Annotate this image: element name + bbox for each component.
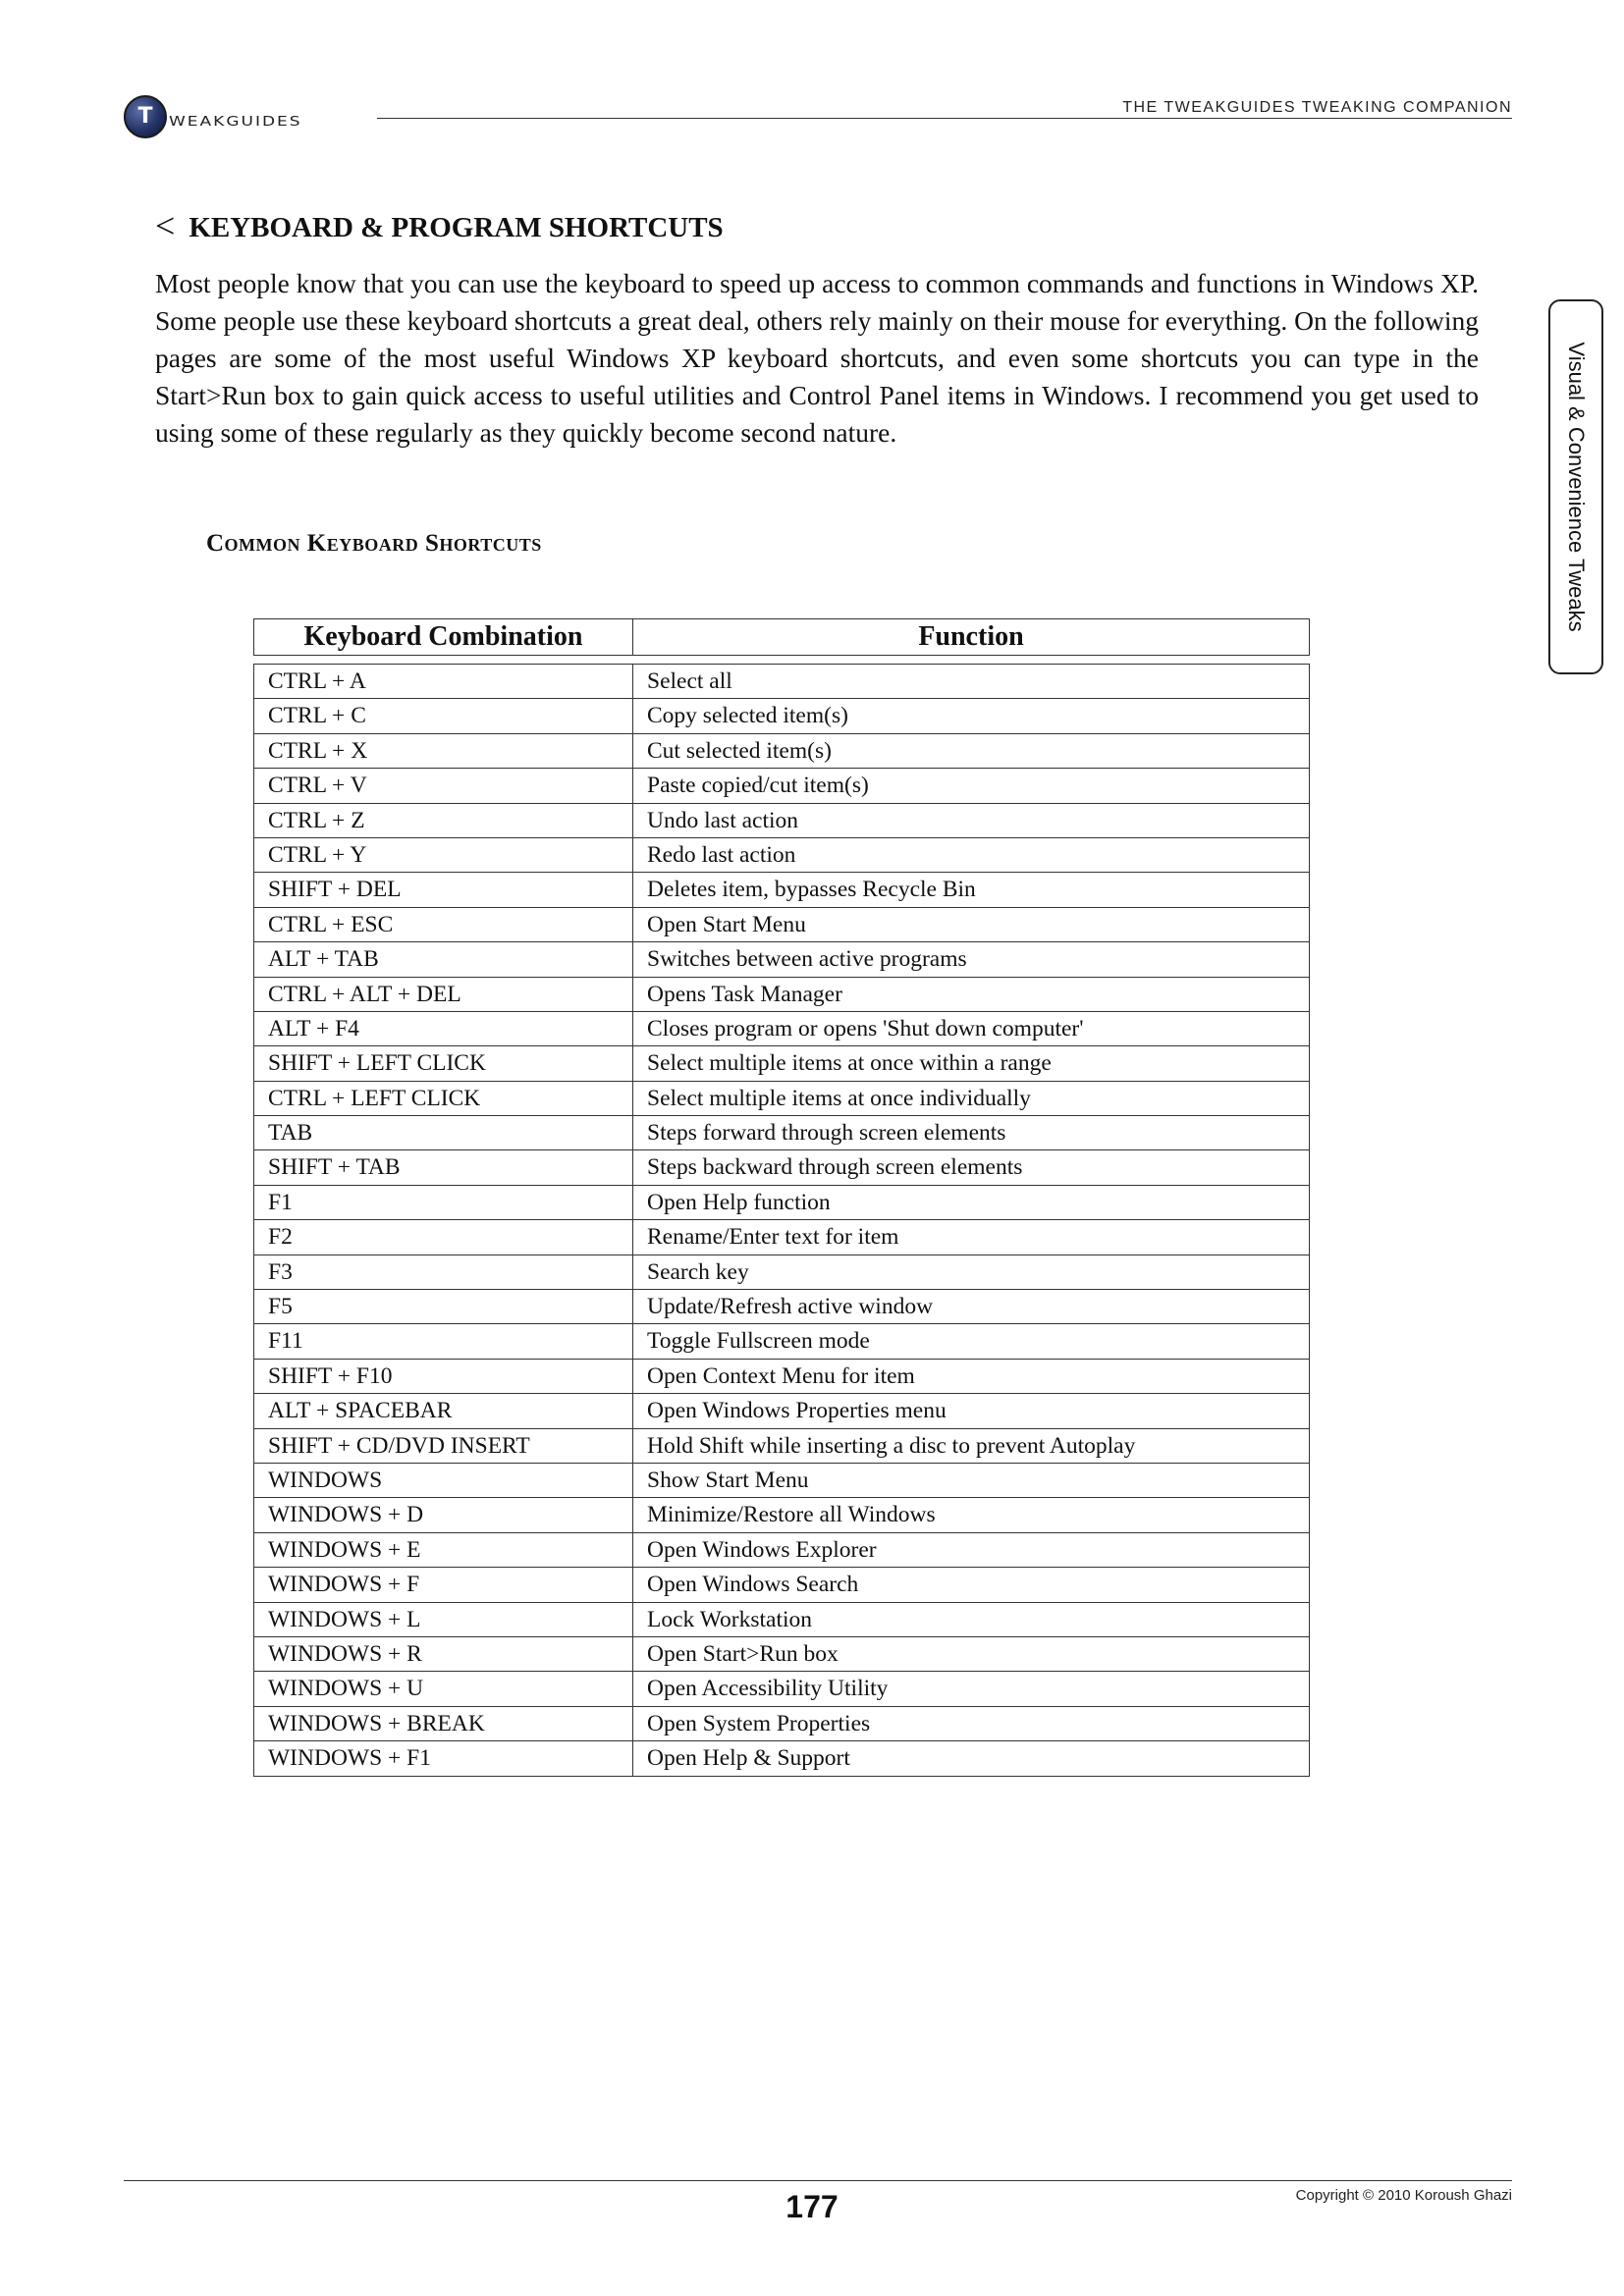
table-row	[254, 1360, 1309, 1394]
shortcut-key-cell: CTRL + ESC	[254, 908, 633, 941]
shortcut-function-cell: Steps forward through screen elements	[647, 1120, 1006, 1147]
shortcut-function-cell: Open Context Menu for item	[647, 1362, 915, 1389]
shortcut-function-cell: Select all	[647, 668, 732, 694]
shortcut-key-cell: F5	[254, 1290, 633, 1323]
shortcut-table	[253, 618, 1310, 1777]
shortcut-function-cell: Opens Task Manager	[647, 981, 842, 1007]
table-row	[254, 908, 1309, 942]
shortcut-function-cell: Open Start>Run box	[647, 1640, 839, 1667]
shortcut-function-cell: Cut selected item(s)	[647, 737, 832, 764]
shortcut-key-cell: WINDOWS + D	[254, 1498, 633, 1531]
chapter-side-tab	[1548, 299, 1603, 674]
table-row	[254, 1672, 1309, 1706]
shortcut-key-cell: WINDOWS + F	[254, 1568, 633, 1601]
shortcut-function-cell: Lock Workstation	[647, 1606, 813, 1632]
shortcut-function-cell: Copy selected item(s)	[647, 703, 848, 729]
header-divider	[377, 118, 1512, 119]
intro-paragraph: Most people know that you can use the keyboard to speed up access to common commands and functions in Windows XP. Some people use these keyboard shortcuts a great deal, others rely mainly on their mouse for everything. On the following pages are some of the most useful Windows XP keyboard shortcuts, and even some shortcuts you can type in the Start>Run box to gain quick access to useful utilities and Control Panel items in Windows. I recommend you get used to using some of these regularly as they quickly become second nature.	[155, 268, 1479, 448]
shortcut-function-cell: Redo last action	[647, 841, 796, 868]
table-row	[254, 1707, 1309, 1741]
shortcut-function-cell: Closes program or opens 'Shut down computer'	[647, 1015, 1084, 1041]
column-header-keyboard-combination: Keyboard Combination	[254, 619, 633, 655]
shortcut-function-cell: Search key	[647, 1258, 749, 1285]
table-row	[254, 1186, 1309, 1220]
logo-text: WEAKGUIDES	[169, 114, 302, 130]
running-header-title: THE TWEAKGUIDES TWEAKING COMPANION	[1122, 99, 1512, 116]
table-row	[254, 665, 1309, 699]
section-heading	[155, 206, 724, 245]
shortcut-key-cell: ALT + TAB	[254, 942, 633, 976]
shortcut-key-cell: CTRL + ALT + DEL	[254, 978, 633, 1011]
table-row	[254, 1116, 1309, 1150]
shortcut-function-cell: Deletes item, bypasses Recycle Bin	[647, 877, 976, 903]
shortcut-function-cell: Switches between active programs	[647, 946, 967, 973]
shortcut-key-cell: CTRL + X	[254, 734, 633, 768]
shortcut-key-cell: WINDOWS + E	[254, 1533, 633, 1567]
page-number: 177	[785, 2189, 839, 2224]
table-row	[254, 838, 1309, 873]
table-row	[254, 1568, 1309, 1602]
tweakguides-logo	[124, 95, 302, 138]
table-row	[254, 1012, 1309, 1046]
table-header-row	[253, 618, 1310, 656]
shortcut-key-cell: SHIFT + CD/DVD INSERT	[254, 1429, 633, 1463]
shortcut-function-cell: Paste copied/cut item(s)	[647, 773, 869, 799]
table-row	[254, 804, 1309, 838]
logo-emblem-icon	[124, 95, 167, 138]
table-row	[254, 942, 1309, 977]
shortcut-key-cell: SHIFT + LEFT CLICK	[254, 1046, 633, 1080]
table-row	[254, 1741, 1309, 1776]
shortcut-key-cell: WINDOWS + BREAK	[254, 1707, 633, 1740]
shortcut-key-cell: WINDOWS	[254, 1464, 633, 1497]
shortcut-function-cell: Update/Refresh active window	[647, 1294, 934, 1320]
table-body	[253, 664, 1310, 1777]
shortcut-function-cell: Toggle Fullscreen mode	[647, 1328, 870, 1355]
table-row	[254, 1637, 1309, 1672]
shortcut-key-cell: TAB	[254, 1116, 633, 1149]
table-row	[254, 873, 1309, 907]
table-row	[254, 769, 1309, 803]
shortcut-function-cell: Open Accessibility Utility	[647, 1676, 889, 1702]
shortcut-function-cell: Open Windows Explorer	[647, 1536, 877, 1563]
table-row	[254, 1255, 1309, 1290]
footer-divider	[124, 2180, 1512, 2181]
column-header-function: Function	[918, 621, 1024, 652]
shortcut-key-cell: SHIFT + DEL	[254, 873, 633, 906]
shortcut-key-cell: SHIFT + F10	[254, 1360, 633, 1393]
shortcut-function-cell: Open Help & Support	[647, 1745, 850, 1772]
shortcut-key-cell: WINDOWS + L	[254, 1603, 633, 1636]
table-row	[254, 1498, 1309, 1532]
table-row	[254, 1220, 1309, 1255]
shortcut-key-cell: CTRL + Z	[254, 804, 633, 837]
table-row	[254, 1429, 1309, 1464]
section-heading-text: KEYBOARD & PROGRAM SHORTCUTS	[189, 211, 724, 243]
shortcut-function-cell: Hold Shift while inserting a disc to prevent Autoplay	[647, 1432, 1136, 1459]
shortcut-function-cell: Undo last action	[647, 807, 799, 833]
shortcut-function-cell: Minimize/Restore all Windows	[647, 1502, 936, 1528]
shortcut-key-cell: CTRL + LEFT CLICK	[254, 1082, 633, 1115]
shortcut-function-cell: Rename/Enter text for item	[647, 1224, 899, 1251]
table-row	[254, 734, 1309, 769]
shortcut-key-cell: CTRL + V	[254, 769, 633, 802]
shortcut-function-cell: Select multiple items at once individually	[647, 1085, 1031, 1111]
shortcut-function-cell: Open Windows Properties menu	[647, 1398, 947, 1424]
shortcut-key-cell: WINDOWS + U	[254, 1672, 633, 1705]
shortcut-key-cell: F2	[254, 1220, 633, 1254]
table-row	[254, 1150, 1309, 1185]
shortcut-key-cell: F11	[254, 1324, 633, 1358]
table-row	[254, 1394, 1309, 1428]
shortcut-function-cell: Open Help function	[647, 1189, 831, 1215]
shortcut-function-cell: Open Windows Search	[647, 1572, 859, 1598]
shortcut-function-cell: Select multiple items at once within a range	[647, 1050, 1052, 1077]
shortcut-key-cell: CTRL + A	[254, 665, 633, 698]
shortcut-function-cell: Open System Properties	[647, 1710, 871, 1736]
table-row	[254, 978, 1309, 1012]
chevron-left-icon: <	[155, 206, 176, 245]
table-row	[254, 1324, 1309, 1359]
table-row	[254, 1603, 1309, 1637]
shortcut-key-cell: WINDOWS + R	[254, 1637, 633, 1671]
shortcut-function-cell: Open Start Menu	[647, 911, 806, 937]
table-row	[254, 699, 1309, 733]
shortcut-key-cell: F1	[254, 1186, 633, 1219]
chapter-side-tab-label: Visual & Convenience Tweaks	[1564, 342, 1589, 632]
shortcut-key-cell: CTRL + Y	[254, 838, 633, 872]
shortcut-key-cell: ALT + F4	[254, 1012, 633, 1045]
table-row	[254, 1082, 1309, 1116]
shortcut-key-cell: ALT + SPACEBAR	[254, 1394, 633, 1427]
shortcut-key-cell: SHIFT + TAB	[254, 1150, 633, 1184]
table-row	[254, 1046, 1309, 1081]
shortcut-key-cell: CTRL + C	[254, 699, 633, 732]
table-row	[254, 1290, 1309, 1324]
copyright-notice: Copyright © 2010 Koroush Ghazi	[1295, 2187, 1512, 2204]
subsection-heading: Common Keyboard Shortcuts	[206, 530, 542, 557]
shortcut-function-cell: Steps backward through screen elements	[647, 1154, 1023, 1181]
shortcut-key-cell: WINDOWS + F1	[254, 1741, 633, 1775]
table-row	[254, 1533, 1309, 1568]
shortcut-function-cell: Show Start Menu	[647, 1467, 809, 1493]
table-row	[254, 1464, 1309, 1498]
shortcut-key-cell: F3	[254, 1255, 633, 1289]
